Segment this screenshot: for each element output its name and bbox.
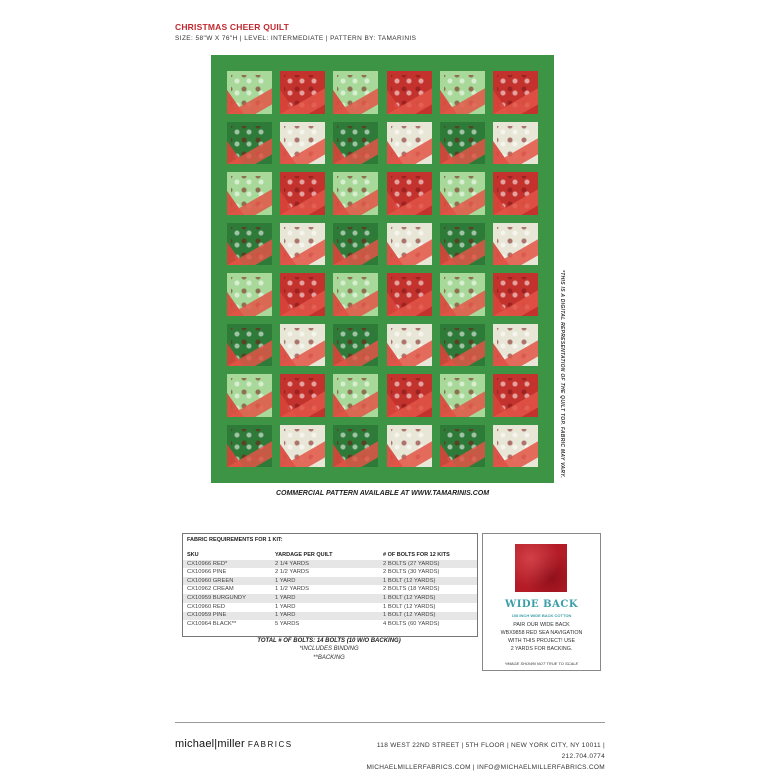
table-row	[183, 620, 477, 628]
table-row	[183, 586, 477, 594]
wide-back-line-2: WBX9858 RED SEA NAVIGATION	[500, 630, 583, 636]
page-subtitle: SIZE: 58"W X 76"H | LEVEL: INTERMEDIATE | PATTERN BY: TAMARINIS	[175, 35, 417, 42]
sku-cell: CX10960 GREEN	[187, 577, 234, 584]
quilt-block	[333, 324, 378, 367]
quilt-block	[440, 374, 485, 417]
quilt-block	[440, 172, 485, 215]
table-row	[183, 594, 477, 602]
wide-back-line-3: WITH THIS PROJECT! USE	[508, 638, 575, 644]
yardage-cell: 1 1/2 YARDS	[275, 586, 309, 593]
footer-address	[360, 740, 605, 773]
sku-cell: CX10960 RED	[187, 603, 226, 610]
quilt-block	[280, 425, 325, 468]
quilt-block	[387, 273, 432, 316]
fabric-swatch	[515, 544, 567, 592]
quilt-block	[333, 273, 378, 316]
sku-cell: CX10959 PINE	[187, 612, 227, 619]
page-title: CHRISTMAS CHEER QUILT	[175, 22, 290, 32]
quilt-block	[387, 122, 432, 165]
wide-back-line-1: PAIR OUR WIDE BACK	[513, 622, 570, 628]
quilt-block	[227, 425, 272, 468]
quilt-block	[440, 71, 485, 114]
quilt-block	[280, 71, 325, 114]
quilt-block	[227, 172, 272, 215]
sku-cell: CX10959 BURGUNDY	[187, 594, 246, 601]
quilt-block	[333, 122, 378, 165]
footer-divider	[175, 722, 605, 723]
quilt-block	[493, 324, 538, 367]
logo-main-text: michael|miller	[175, 738, 245, 750]
contact-line: MICHAELMILLERFABRICS.COM | INFO@MICHAELMILLERFABRICS.COM	[366, 764, 605, 771]
wide-back-scale-note: *IMAGE SHOWN NOT TRUE TO SCALE	[504, 661, 579, 666]
quilt-blocks	[223, 67, 542, 471]
quilt-block	[280, 122, 325, 165]
quilt-block	[387, 425, 432, 468]
yardage-cell: 1 YARD	[275, 603, 296, 610]
fabric-requirements-table	[182, 533, 478, 637]
yardage-cell: 1 YARD	[275, 594, 296, 601]
column-header-yardage: YARDAGE PER QUILT	[275, 552, 333, 558]
quilt-block	[280, 172, 325, 215]
bolts-cell: 1 BOLT (12 YARDS)	[383, 603, 436, 610]
total-bolts: TOTAL # OF BOLTS: 14 BOLTS (10 W/O BACKING)	[257, 638, 401, 644]
quilt-block	[493, 172, 538, 215]
table-row	[183, 612, 477, 620]
quilt-block	[387, 324, 432, 367]
quilt-block	[440, 122, 485, 165]
quilt-block	[387, 172, 432, 215]
yardage-cell: 2 1/2 YARDS	[275, 569, 309, 576]
quilt-block	[493, 374, 538, 417]
quilt-block	[280, 273, 325, 316]
quilt-block	[227, 122, 272, 165]
quilt-block	[280, 374, 325, 417]
table-row	[183, 569, 477, 577]
quilt-block	[227, 374, 272, 417]
table-row	[183, 577, 477, 585]
sku-cell: CX10964 BLACK**	[187, 620, 237, 627]
sku-cell: CX10966 RED*	[187, 560, 228, 567]
quilt-block	[227, 223, 272, 266]
quilt-block	[280, 223, 325, 266]
yardage-cell: 1 YARD	[275, 577, 296, 584]
wide-back-promo	[482, 533, 601, 671]
quilt-block	[440, 425, 485, 468]
michael-miller-logo	[175, 738, 293, 750]
quilt-block	[493, 122, 538, 165]
quilt-block	[387, 223, 432, 266]
bolts-cell: 2 BOLTS (30 YARDS)	[383, 569, 440, 576]
yardage-cell: 2 1/4 YARDS	[275, 560, 309, 567]
yardage-cell: 5 YARDS	[275, 620, 300, 627]
wide-back-line-4: 2 YARDS FOR BACKING.	[510, 646, 573, 652]
commercial-pattern-note: COMMERCIAL PATTERN AVAILABLE AT WWW.TAMARINIS.COM	[275, 490, 490, 497]
quilt-block	[333, 223, 378, 266]
backing-note: **BACKING	[313, 655, 345, 661]
binding-note: *INCLUDES BINDING	[299, 646, 359, 652]
quilt-image	[211, 55, 554, 483]
bolts-cell: 1 BOLT (12 YARDS)	[383, 594, 436, 601]
requirements-heading: FABRIC REQUIREMENTS FOR 1 KIT:	[187, 537, 283, 543]
quilt-block	[440, 273, 485, 316]
quilt-block	[280, 324, 325, 367]
wide-back-subtitle: 108 INCH WIDE BACK COTTON	[511, 613, 572, 618]
digital-representation-note: *THIS IS A DIGITAL REPRESENTATION OF THE QUILT TOP. FABRIC MAY VARY.	[559, 270, 565, 479]
address-line: 118 WEST 22ND STREET | 5TH FLOOR | NEW YORK CITY, NY 10011 | 212.704.0774	[376, 742, 605, 760]
sku-cell: CX10966 PINE	[187, 569, 227, 576]
bolts-cell: 1 BOLT (12 YARDS)	[383, 612, 436, 619]
quilt-block	[227, 324, 272, 367]
quilt-block	[333, 172, 378, 215]
quilt-block	[493, 273, 538, 316]
wide-back-title: WIDE BACK	[504, 599, 579, 610]
bolts-cell: 1 BOLT (12 YARDS)	[383, 577, 436, 584]
quilt-block	[440, 223, 485, 266]
bolts-cell: 2 BOLTS (27 YARDS)	[383, 560, 440, 567]
yardage-cell: 1 YARD	[275, 612, 296, 619]
bolts-cell: 2 BOLTS (18 YARDS)	[383, 586, 440, 593]
column-header-bolts: # OF BOLTS FOR 12 KITS	[383, 552, 450, 558]
logo-fabrics-text: FABRICS	[247, 740, 293, 749]
quilt-block	[493, 223, 538, 266]
bolts-cell: 4 BOLTS (60 YARDS)	[383, 620, 440, 627]
quilt-block	[333, 425, 378, 468]
quilt-block	[387, 374, 432, 417]
quilt-block	[387, 71, 432, 114]
quilt-block	[493, 425, 538, 468]
quilt-block	[333, 374, 378, 417]
column-header-sku: SKU	[187, 552, 199, 558]
sku-cell: CX10962 CREAM	[187, 586, 234, 593]
table-row	[183, 560, 477, 568]
quilt-block	[227, 71, 272, 114]
table-row	[183, 603, 477, 611]
quilt-block	[333, 71, 378, 114]
quilt-block	[227, 273, 272, 316]
quilt-block	[440, 324, 485, 367]
quilt-block	[493, 71, 538, 114]
